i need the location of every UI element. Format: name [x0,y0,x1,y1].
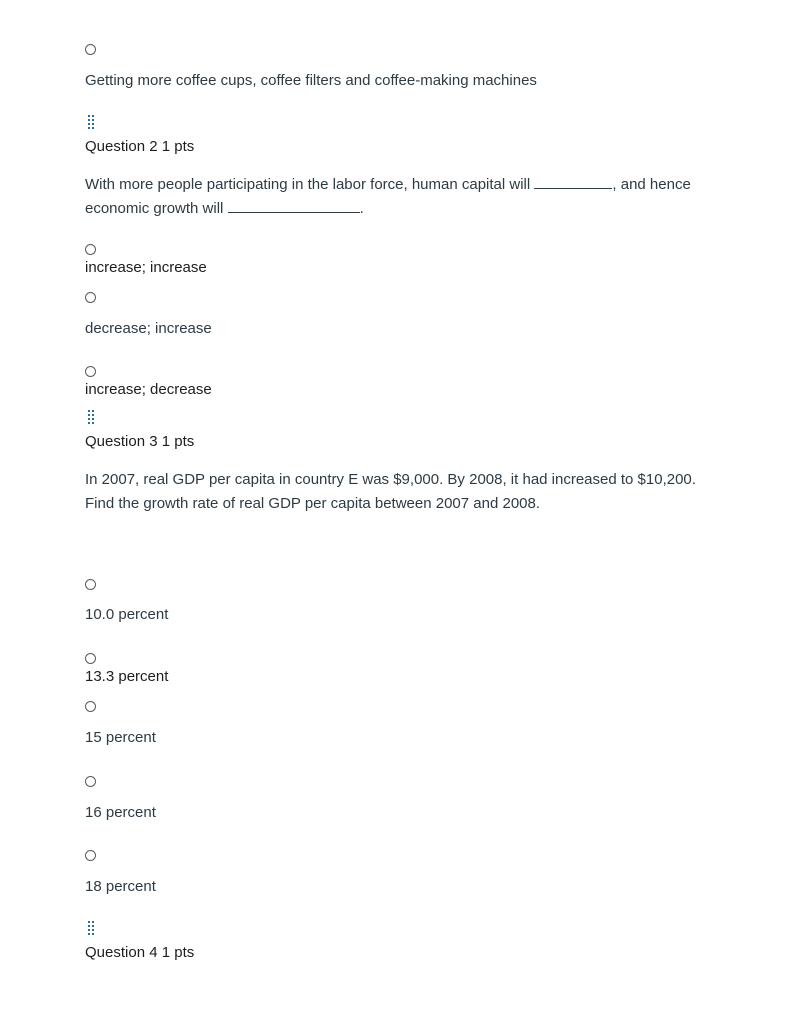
q3-text-line2: Find the growth rate of real GDP per capita between 2007 and 2008. [85,495,541,512]
q3-option-4-radio[interactable] [85,776,96,787]
drag-handle-icon[interactable] [88,115,97,131]
q2-text-part3: . [359,199,364,217]
q3-option-5-radio[interactable] [85,850,96,861]
q2-text-part2: , and hence economic growth will [85,176,691,217]
q3-option-3-radio[interactable] [85,701,96,712]
question-4-header: Question 4 1 pts [85,944,195,961]
blank-2 [228,200,360,213]
q2-option-3-radio[interactable] [85,366,96,377]
q2-option-1-radio[interactable] [85,244,96,255]
q2-option-1-label: increase; increase [85,259,207,276]
q2-text-part1: With more people participating in the labor force, human capital will [85,176,531,193]
q3-option-2-label: 13.3 percent [85,668,169,685]
q3-option-5-label: 18 percent [85,878,156,895]
q2-option-3-label: increase; decrease [85,381,212,398]
drag-handle-icon[interactable] [88,921,97,937]
q3-option-3-label: 15 percent [85,729,156,746]
q1-option-radio[interactable] [85,44,96,55]
q3-option-1-radio[interactable] [85,579,96,590]
question-2-text [85,173,735,220]
q1-option-label: Getting more coffee cups, coffee filters and coffee-making machines [85,72,537,89]
q3-text-line1: In 2007, real GDP per capita in country E was $9,000. By 2008, it had increased to $10,200. [85,471,696,488]
question-3-header: Question 3 1 pts [85,433,195,450]
q3-option-4-label: 16 percent [85,804,156,821]
blank-1 [534,176,612,189]
q2-option-2-label: decrease; increase [85,320,212,337]
q2-option-2-radio[interactable] [85,292,96,303]
question-2-header: Question 2 1 pts [85,138,195,155]
drag-handle-icon[interactable] [88,410,97,426]
q3-option-1-label: 10.0 percent [85,606,169,623]
q3-option-2-radio[interactable] [85,653,96,664]
